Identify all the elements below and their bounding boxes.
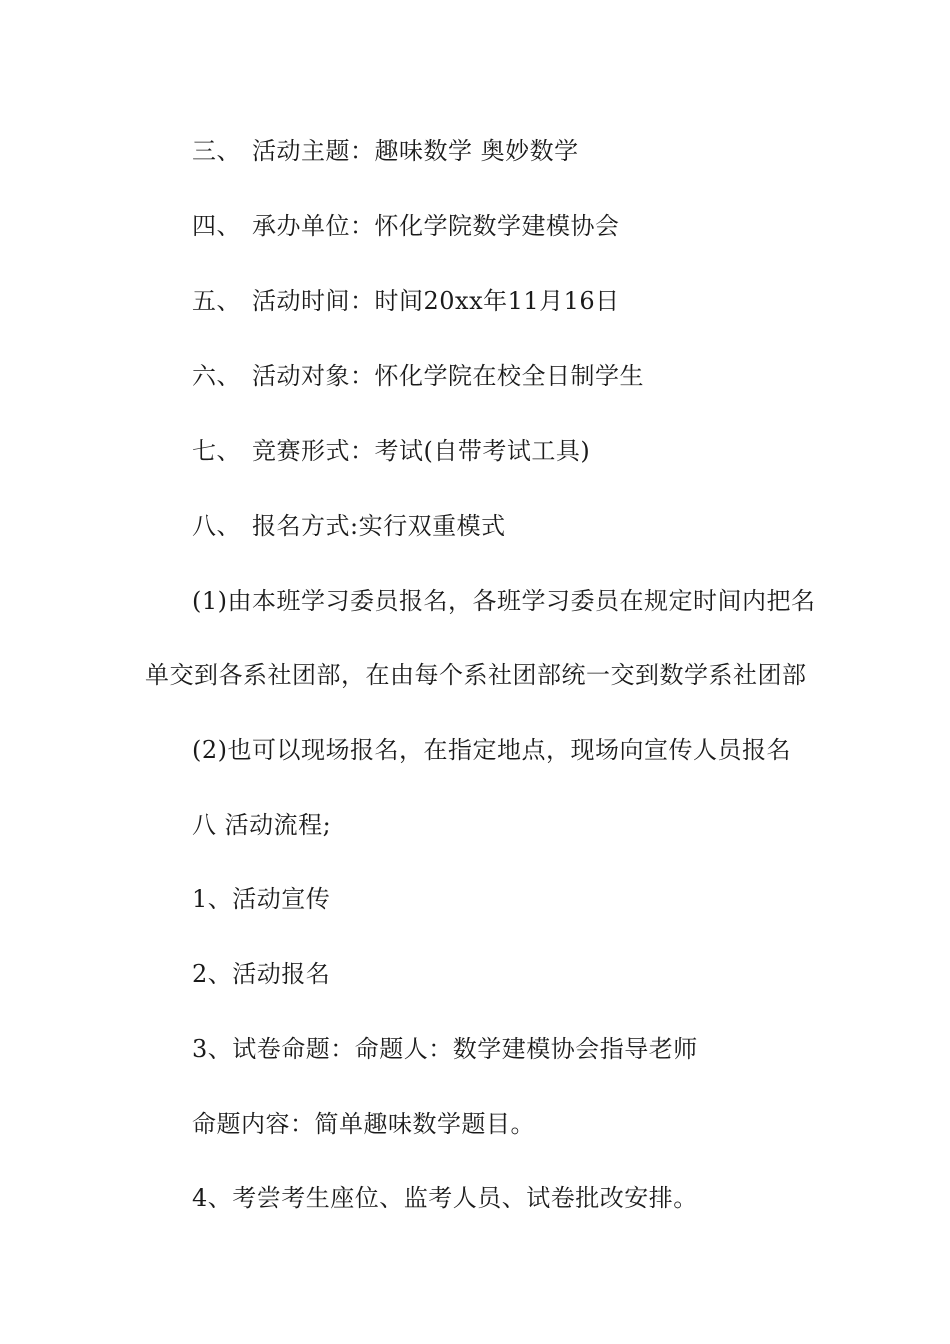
- list-item: 1、活动宣传: [192, 885, 331, 913]
- item-text: 竞赛形式：考试(自带考试工具): [252, 437, 591, 465]
- item-number: 四、: [192, 212, 241, 240]
- item-theme: [192, 136, 579, 166]
- paragraph-line: (1)由本班学习委员报名，各班学习委员在规定时间内把名: [192, 587, 816, 615]
- item-number: 六、: [192, 362, 241, 390]
- item-text: 活动主题：趣味数学 奥妙数学: [252, 137, 579, 165]
- item-text: 活动对象：怀化学院在校全日制学生: [252, 362, 644, 390]
- item-number: 五、: [192, 287, 241, 315]
- item-number: 三、: [192, 137, 241, 165]
- paragraph-line: (2)也可以现场报名，在指定地点，现场向宣传人员报名: [192, 736, 791, 764]
- item-organizer: [192, 211, 620, 241]
- item-number: 八、: [192, 512, 241, 540]
- item-format: [192, 436, 590, 466]
- list-item: 4、考尝考生座位、监考人员、试卷批改安排。: [192, 1184, 698, 1212]
- item-text: 报名方式:实行双重模式: [252, 512, 506, 540]
- item-audience: [192, 361, 644, 391]
- item-time: [192, 286, 620, 316]
- list-item: 2、活动报名: [192, 960, 331, 988]
- item-text: 承办单位：怀化学院数学建模协会: [252, 212, 620, 240]
- item-number: 七、: [192, 437, 241, 465]
- list-item: 3、试卷命题：命题人：数学建模协会指导老师: [192, 1035, 698, 1063]
- item-registration: [192, 511, 506, 541]
- section-heading: 八 活动流程;: [192, 811, 332, 839]
- paragraph-line: 单交到各系社团部，在由每个系社团部统一交到数学系社团部: [145, 661, 807, 689]
- list-item: 命题内容：简单趣味数学题目。: [192, 1110, 535, 1138]
- item-text: 活动时间：时间20xx年11月16日: [252, 287, 620, 315]
